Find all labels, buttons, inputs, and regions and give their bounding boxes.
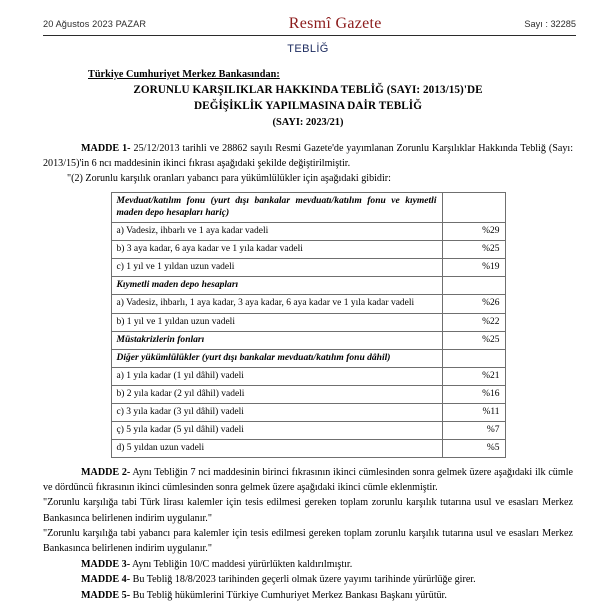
madde-5-label: MADDE 5- <box>81 590 131 602</box>
table-row <box>111 403 505 421</box>
table-rate-value <box>442 277 505 295</box>
table-row <box>111 331 505 349</box>
madde-2-paragraph <box>43 465 573 496</box>
table-category-label: Kıymetli maden depo hesapları <box>111 277 442 295</box>
document-page <box>0 14 616 608</box>
document-body <box>43 141 573 187</box>
table-row <box>111 439 505 457</box>
madde-1-paragraph <box>43 141 573 172</box>
section-label: TEBLİĞ <box>287 43 329 55</box>
table-row <box>111 385 505 403</box>
table-item-label: a) 1 yıla kadar (1 yıl dâhil) vadeli <box>111 367 442 385</box>
table-category-label: Mevduat/katılım fonu (yurt dışı bankalar mevduatı/katılım fonu ve kıymetli maden depo hesapları hariç) <box>111 192 442 223</box>
table-item-label: d) 5 yıldan uzun vadeli <box>111 439 442 457</box>
table-item-label: b) 1 yıl ve 1 yıldan uzun vadeli <box>111 313 442 331</box>
table-rate-value: %22 <box>442 313 505 331</box>
table-rate-value <box>442 192 505 223</box>
madde-5-paragraph <box>43 588 573 604</box>
table-rate-value: %21 <box>442 367 505 385</box>
table-rate-value: %16 <box>442 385 505 403</box>
table-item-label: b) 2 yıla kadar (2 yıl dâhil) vadeli <box>111 385 442 403</box>
document-title-line-2: DEĞİŞİKLİK YAPILMASINA DAİR TEBLİĞ <box>194 99 422 112</box>
issue-number: Sayı : 32285 <box>524 19 576 29</box>
table-row <box>111 295 505 313</box>
reserve-rates-table-body <box>111 192 505 457</box>
madde-1-quote-intro: "(2) Zorunlu karşılık oranları yabancı para yükümlülükler için aşağıdaki gibidir: <box>67 173 391 185</box>
madde-3-text: Aynı Tebliğin 10/C maddesi yürürlükten kaldırılmıştır. <box>130 558 353 570</box>
table-rate-value <box>442 349 505 367</box>
madde-2-quote-2: "Zorunlu karşılığa tabi yabancı para kalemler için tesis edilmesi gereken toplam zorunlu karşılık tutarına usul ve esasları Merkez Bankasınca belirlenen indirim uygulanır." <box>43 528 573 555</box>
table-rate-value: %19 <box>442 259 505 277</box>
madde-5-text: Bu Tebliğ hükümlerini Türkiye Cumhuriyet Merkez Bankası Başkanı yürütür. <box>130 590 447 602</box>
table-category-label: Diğer yükümlülükler (yurt dışı bankalar mevduatı/katılım fonu dâhil) <box>111 349 442 367</box>
table-rate-value: %29 <box>442 223 505 241</box>
table-row <box>111 259 505 277</box>
table-row <box>111 192 505 223</box>
table-item-label: c) 1 yıl ve 1 yıldan uzun vadeli <box>111 259 442 277</box>
gazette-title: Resmî Gazete <box>288 15 382 32</box>
table-row <box>111 277 505 295</box>
madde-2-quote-1: "Zorunlu karşılığa tabi Türk lirası kalemler için tesis edilmesi gereken toplam zorunlu karşılık tutarına usul ve esasları Merkez Bankasınca belirlenen indirim uygulanır." <box>43 497 573 524</box>
madde-3-paragraph <box>43 557 573 573</box>
madde-1-text: 25/12/2013 tarihli ve 28862 sayılı Resmi Gazete'de yayımlanan Zorunlu Karşılıklar Hakkında Tebliğ (Sayı: 2013/15)'in 6 ncı maddesinin ikinci fıkrası aşağıdaki şekilde değiştirilmiştir. <box>43 142 574 170</box>
table-rate-value: %5 <box>442 439 505 457</box>
reserve-rates-table <box>111 192 506 458</box>
document-body-continued <box>43 465 573 604</box>
table-row <box>111 241 505 259</box>
madde-4-paragraph <box>43 572 573 588</box>
madde-2-text: Aynı Tebliğin 7 nci maddesinin birinci fıkrasının ikinci cümlesinden sonra gelmek üzere aşağıdaki ilk cümle ve dördüncü fıkrasının ikinci cümlesinden sonra gelmek üzere aşağıdaki ikinci cümle eklenmiştir. <box>43 466 573 494</box>
table-row <box>111 421 505 439</box>
madde-4-label: MADDE 4- <box>81 574 131 586</box>
table-item-label: b) 3 aya kadar, 6 aya kadar ve 1 yıla kadar vadeli <box>111 241 442 259</box>
table-item-label: ç) 5 yıla kadar (5 yıl dâhil) vadeli <box>111 421 442 439</box>
table-row <box>111 367 505 385</box>
table-item-label: a) Vadesiz, ihbarlı ve 1 aya kadar vadeli <box>111 223 442 241</box>
madde-1-label: MADDE 1- <box>81 142 131 154</box>
table-row <box>111 223 505 241</box>
document-subtitle: (SAYI: 2023/21) <box>272 116 344 128</box>
table-row <box>111 349 505 367</box>
publication-date: 20 Ağustos 2023 PAZAR <box>43 19 147 29</box>
table-rate-value: %11 <box>442 403 505 421</box>
masthead <box>43 14 576 36</box>
table-rate-value: %26 <box>442 295 505 313</box>
table-item-label: a) Vadesiz, ihbarlı, 1 aya kadar, 3 aya kadar, 6 aya kadar ve 1 yıla kadar vadeli <box>111 295 442 313</box>
table-item-label: c) 3 yıla kadar (3 yıl dâhil) vadeli <box>111 403 442 421</box>
table-category-label: Müstakrizlerin fonları <box>111 331 442 349</box>
table-rate-value: %7 <box>442 421 505 439</box>
table-row <box>111 313 505 331</box>
issuing-authority: Türkiye Cumhuriyet Merkez Bankasından: <box>88 69 280 80</box>
document-title-line-1: ZORUNLU KARŞILIKLAR HAKKINDA TEBLİĞ (SAYI: 2013/15)'DE <box>133 84 483 96</box>
madde-3-label: MADDE 3- <box>81 558 131 570</box>
table-rate-value: %25 <box>442 331 505 349</box>
madde-2-label: MADDE 2- <box>81 466 131 478</box>
table-rate-value: %25 <box>442 241 505 259</box>
reserve-rates-table-wrap <box>0 192 616 458</box>
madde-4-text: Bu Tebliğ 18/8/2023 tarihinden geçerli olmak üzere yayımı tarihinde yürürlüğe girer. <box>130 574 476 586</box>
document-title <box>52 83 564 115</box>
